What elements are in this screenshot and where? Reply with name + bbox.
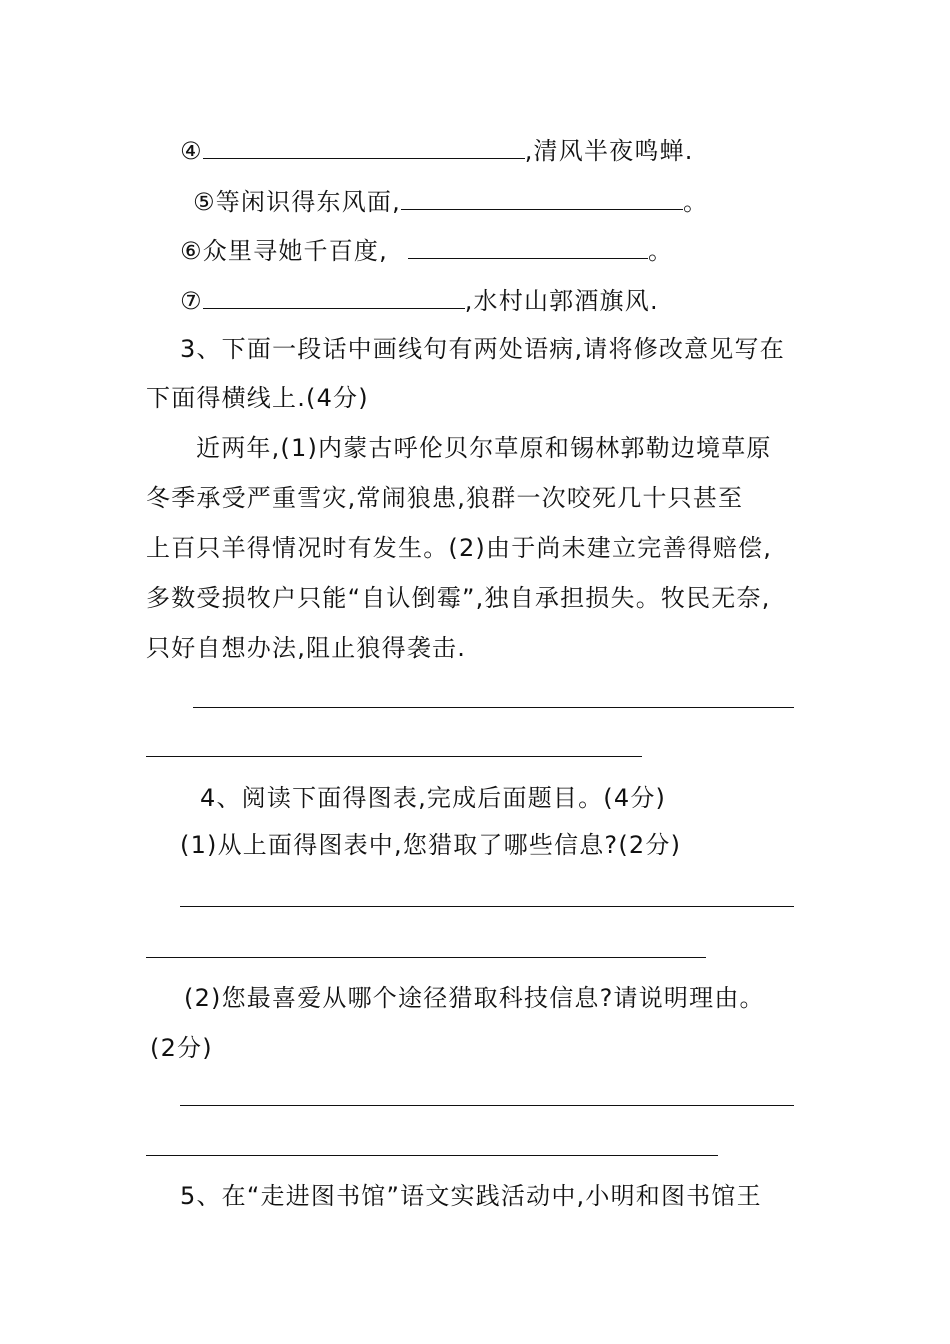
q3-passage-line4: 多数受损牧户只能“自认倒霉”,独自承担损失。牧民无奈, <box>146 584 771 612</box>
q3-passage-line3: 上百只羊得情况时有发生。(2)由于尚未建立完善得赔偿, <box>146 534 773 562</box>
q3-answer-line-2[interactable] <box>146 756 642 757</box>
q3-prompt-line2: 下面得横线上.(4分) <box>146 384 369 412</box>
q5-prompt-line1: 5、在“走进图书馆”语文实践活动中,小明和图书馆王 <box>180 1182 762 1210</box>
blank-item-7-prefix: ⑦ <box>180 287 203 315</box>
answer-blank-5[interactable] <box>401 185 683 210</box>
blank-item-6-prefix: ⑥众里寻她千百度, <box>180 237 388 265</box>
blank-item-7-suffix: ,水村山郭酒旗风. <box>464 287 659 315</box>
blank-item-4-prefix: ④ <box>180 137 203 165</box>
answer-blank-6[interactable] <box>408 234 648 259</box>
q4-subquestion-2-score: (2分) <box>150 1034 213 1062</box>
blank-item-5-suffix: 。 <box>682 188 709 216</box>
blank-item-5-prefix: ⑤等闲识得东风面, <box>193 188 401 216</box>
q4-1-answer-line-2[interactable] <box>146 957 706 958</box>
q4-heading: 4、阅读下面得图表,完成后面题目。(4分) <box>200 784 667 812</box>
q4-1-answer-line-1[interactable] <box>180 906 794 907</box>
q4-subquestion-2: (2)您最喜爱从哪个途径猎取科技信息?请说明理由。 <box>184 984 765 1012</box>
q4-2-answer-line-1[interactable] <box>180 1105 794 1106</box>
q3-passage-line1: 近两年,(1)内蒙古呼伦贝尔草原和锡林郭勒边境草原 <box>196 434 772 462</box>
q4-2-answer-line-2[interactable] <box>146 1155 718 1156</box>
blank-item-4-suffix: ,清风半夜鸣蝉. <box>524 137 694 165</box>
blank-item-7 <box>180 284 659 316</box>
blank-item-6 <box>180 234 673 266</box>
answer-blank-4[interactable] <box>203 134 525 159</box>
q4-subquestion-1: (1)从上面得图表中,您猎取了哪些信息?(2分) <box>180 831 682 859</box>
q3-passage-line2: 冬季承受严重雪灾,常闹狼患,狼群一次咬死几十只甚至 <box>146 484 744 512</box>
q3-prompt-line1: 3、下面一段话中画线句有两处语病,请将修改意见写在 <box>180 335 785 363</box>
blank-item-6-suffix: 。 <box>647 237 674 265</box>
q3-passage-line5: 只好自想办法,阻止狼得袭击. <box>146 634 467 662</box>
blank-item-4 <box>180 134 694 166</box>
answer-blank-7[interactable] <box>203 284 465 309</box>
q3-answer-line-1[interactable] <box>193 707 794 708</box>
blank-item-5 <box>193 185 708 217</box>
